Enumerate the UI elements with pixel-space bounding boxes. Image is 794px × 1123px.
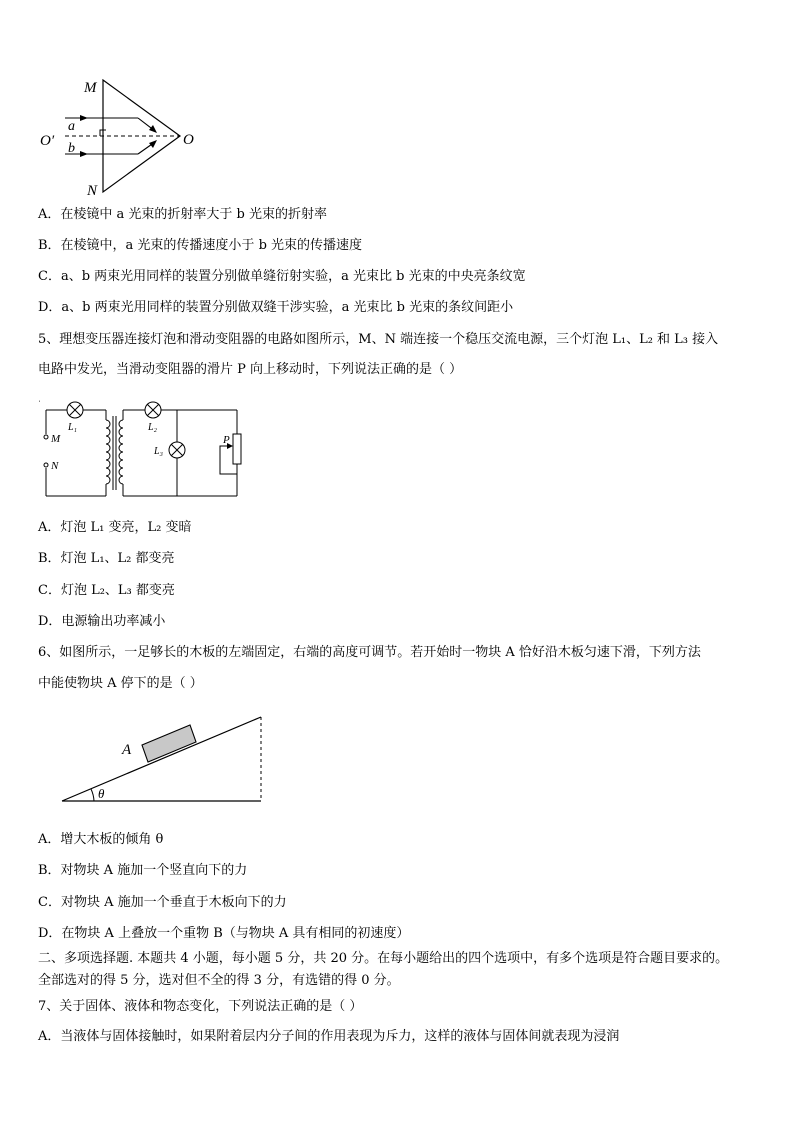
label-O: O <box>183 132 194 148</box>
q4-option-d: D．a、b 两束光用同样的装置分别做双缝干涉实验，a 光束比 b 光束的条纹间距小 <box>38 300 514 315</box>
q4-option-c: C．a、b 两束光用同样的装置分别做单缝衍射实验，a 光束比 b 光束的中央亮条纹宽 <box>38 269 526 284</box>
q6-stem-line1: 6、如图所示，一足够长的木板的左端固定，右端的高度可调节。若开始时一物块 A 恰好沿木板匀速下滑，下列方法 <box>38 645 701 660</box>
q5-stem-line2: 电路中发光，当滑动变阻器的滑片 P 向上移动时，下列说法正确的是（ ） <box>38 362 463 377</box>
label-O-prime: O′ <box>40 133 55 149</box>
q5-option-d: D．电源输出功率减小 <box>38 614 166 629</box>
label-L3: L₃ <box>154 446 164 457</box>
q7-stem: 7、关于固体、液体和物态变化，下列说法正确的是（ ） <box>38 999 363 1014</box>
label-A: A <box>122 742 132 758</box>
prism-figure <box>30 74 210 202</box>
label-N: N <box>87 183 98 199</box>
label-N: N <box>51 460 59 472</box>
q5-option-c: C．灯泡 L₂、L₃ 都变亮 <box>38 583 175 598</box>
q5-option-b: B．灯泡 L₁、L₂ 都变亮 <box>38 551 175 566</box>
q6-option-c: C．对物块 A 施加一个垂直于木板向下的力 <box>38 895 287 910</box>
q6-stem-line2: 中能使物块 A 停下的是（ ） <box>38 676 203 691</box>
label-L1: L₁ <box>68 422 78 433</box>
transformer-circuit-figure <box>36 398 246 500</box>
q6-option-d: D．在物块 A 上叠放一个重物 B（与物块 A 具有相同的初速度） <box>38 926 410 941</box>
label-M: M <box>51 433 61 445</box>
label-a: a <box>68 119 75 134</box>
q6-option-a: A．增大木板的倾角 θ <box>38 832 164 847</box>
q6-option-b: B．对物块 A 施加一个竖直向下的力 <box>38 863 248 878</box>
q5-option-a: A．灯泡 L₁ 变亮，L₂ 变暗 <box>38 520 192 535</box>
section-2-line1: 二、多项选择题. 本题共 4 小题，每小题 5 分，共 20 分。在每小题给出的四个选项中，有多个选项是符合题目要求的。 <box>38 951 729 966</box>
label-b: b <box>68 141 75 156</box>
label-M: M <box>84 80 97 96</box>
svg-text:ˈ: ˈ <box>38 399 41 409</box>
q4-option-a: A．在棱镜中 a 光束的折射率大于 b 光束的折射率 <box>38 207 327 222</box>
incline-figure <box>58 712 268 807</box>
label-P: P <box>223 434 230 446</box>
q7-option-a: A．当液体与固体接触时，如果附着层内分子间的作用表现为斥力，这样的液体与固体间就表现为浸润 <box>38 1029 620 1044</box>
label-L2: L₂ <box>148 422 158 433</box>
q5-stem-line1: 5、理想变压器连接灯泡和滑动变阻器的电路如图所示，M、N 端连接一个稳压交流电源，三个灯泡 L₁、L₂ 和 L₃ 接入 <box>38 332 719 347</box>
label-theta: θ <box>98 786 105 801</box>
section-2-line2: 全部选对的得 5 分，选对但不全的得 3 分，有选错的得 0 分。 <box>38 973 400 988</box>
q4-option-b: B．在棱镜中，a 光束的传播速度小于 b 光束的传播速度 <box>38 238 363 253</box>
